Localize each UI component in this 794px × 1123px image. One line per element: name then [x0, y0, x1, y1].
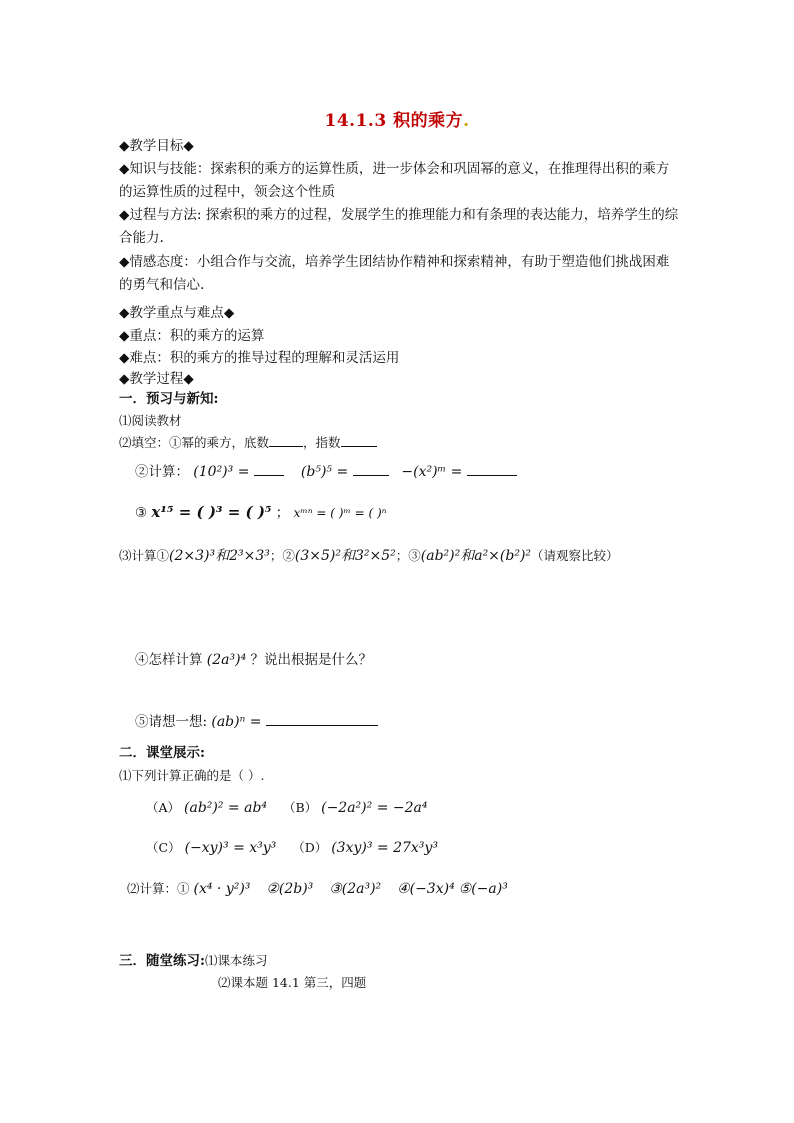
item3-expr-1: (2×3)³和2³×3³ [169, 548, 270, 564]
calc-label: ②计算： [135, 464, 189, 480]
item3-label: ⑶计算① [119, 548, 170, 563]
section1-heading: 一．预习与新知: [119, 391, 219, 407]
section2-q1: ⑴下列计算正确的是（ ）. [119, 768, 265, 783]
fill-in-mid: ，指数 [303, 435, 341, 450]
section1-item2 [119, 432, 377, 453]
option-c-expr: (−xy)³ = x³y³ [184, 840, 277, 856]
item2c-separator: ； [275, 505, 290, 521]
calc-expr-3: −(x²)ᵐ = [401, 464, 463, 480]
objectives-heading: ◆教学目标◆ [119, 138, 194, 154]
objective-process: ◆过程与方法: 探索积的乘方的过程，发展学生的推理能力和有条理的表达能力，培养学生的综合能力. [119, 207, 679, 246]
keypoint-key: ◆重点：积的乘方的运算 [119, 328, 265, 344]
blank-base[interactable] [269, 434, 303, 447]
q2-expr-4: ④(−3x)⁴ [397, 881, 455, 897]
option-d-expr: (3xy)³ = 27x³y³ [331, 840, 438, 856]
option-b-expr: (−2a²)² = −2a⁴ [321, 800, 428, 816]
section3-practice-1: ⑴课本练习 [204, 953, 268, 968]
section1-item3 [119, 545, 619, 567]
item4-prefix: ④怎样计算 [135, 652, 203, 668]
option-d-label: （D） [292, 840, 328, 855]
item3-expr-3: (ab²)²和a²×(b²)² [420, 548, 532, 564]
section1-item1: ⑴阅读教材 [119, 413, 182, 428]
option-a-label: （A） [146, 800, 181, 815]
q2-expr-2: ②(2b)³ [266, 881, 314, 897]
keypoint-difficulty: ◆难点：积的乘方的推导过程的理解和灵活运用 [119, 350, 400, 366]
item5-expr: (ab)ⁿ = [211, 714, 262, 730]
item3-sep-1: ；② [269, 548, 295, 563]
section1-item5 [135, 712, 378, 733]
option-a-expr: (ab²)² = ab⁴ [184, 800, 268, 816]
option-c-label: （C） [146, 840, 181, 855]
section1-item4 [135, 650, 372, 671]
page-title [0, 106, 794, 131]
power-expr-1: x¹⁵ = ( )³ = ( )⁵ [151, 503, 272, 521]
item3-expr-2: (3×5)²和3²×5² [294, 548, 396, 564]
section2-q2 [127, 878, 508, 900]
blank-calc-2[interactable] [353, 463, 389, 476]
calc-expr-1: (10²)³ = [193, 464, 250, 480]
item3-note: （请观察比较） [531, 548, 619, 563]
q2-expr-1: (x⁴ · y²)³ [193, 881, 251, 897]
section3-practice-2: ⑵课本题 14.1 第三，四题 [218, 975, 367, 990]
title-text: 14.1.3 积的乘方 [324, 111, 464, 131]
q2-expr-3: ③(2a³)² [329, 881, 382, 897]
q2-expr-5: ⑤(−a)³ [458, 881, 508, 897]
option-row-cd [146, 837, 438, 859]
title-dot: . [463, 111, 470, 131]
section2-heading: 二．课堂展示: [119, 745, 205, 761]
section3-heading: 三．随堂练习: [119, 953, 205, 969]
blank-exponent[interactable] [341, 434, 377, 447]
blank-item5[interactable] [266, 713, 378, 726]
q2-label: ⑵计算：① [127, 881, 190, 896]
keypoints-heading: ◆教学重点与难点◆ [119, 305, 235, 321]
section3-line1 [119, 950, 268, 972]
blank-calc-3[interactable] [467, 463, 517, 476]
objective-attitude: ◆情感态度：小组合作与交流，培养学生团结协作精神和探索精神，有助于塑造他们挑战困难的勇气和信心. [119, 254, 670, 293]
item4-suffix: ？说出根据是什么？ [250, 652, 372, 668]
item4-expr: (2a³)⁴ [206, 652, 247, 668]
option-row-ab [146, 797, 427, 819]
fill-in-prefix: ⑵填空：①幂的乘方，底数 [119, 435, 270, 450]
blank-calc-1[interactable] [254, 463, 284, 476]
item5-prefix: ⑤请想一想: [135, 714, 208, 730]
section1-item2b [135, 462, 517, 483]
process-heading: ◆教学过程◆ [119, 371, 194, 387]
power-expr-2: xᵐⁿ = ( )ᵐ = ( )ⁿ [293, 506, 387, 520]
calc-expr-2: (b⁵)⁵ = [300, 464, 349, 480]
section1-item2c [135, 502, 387, 524]
option-b-label: （B） [282, 800, 318, 815]
objective-knowledge: ◆知识与技能：探索积的乘方的运算性质，进一步体会和巩固幂的意义，在推理得出积的乘方的运算性质的过程中，领会这个性质 [119, 161, 670, 200]
item2c-label: ③ [135, 505, 148, 521]
item3-sep-2: ；③ [395, 548, 421, 563]
